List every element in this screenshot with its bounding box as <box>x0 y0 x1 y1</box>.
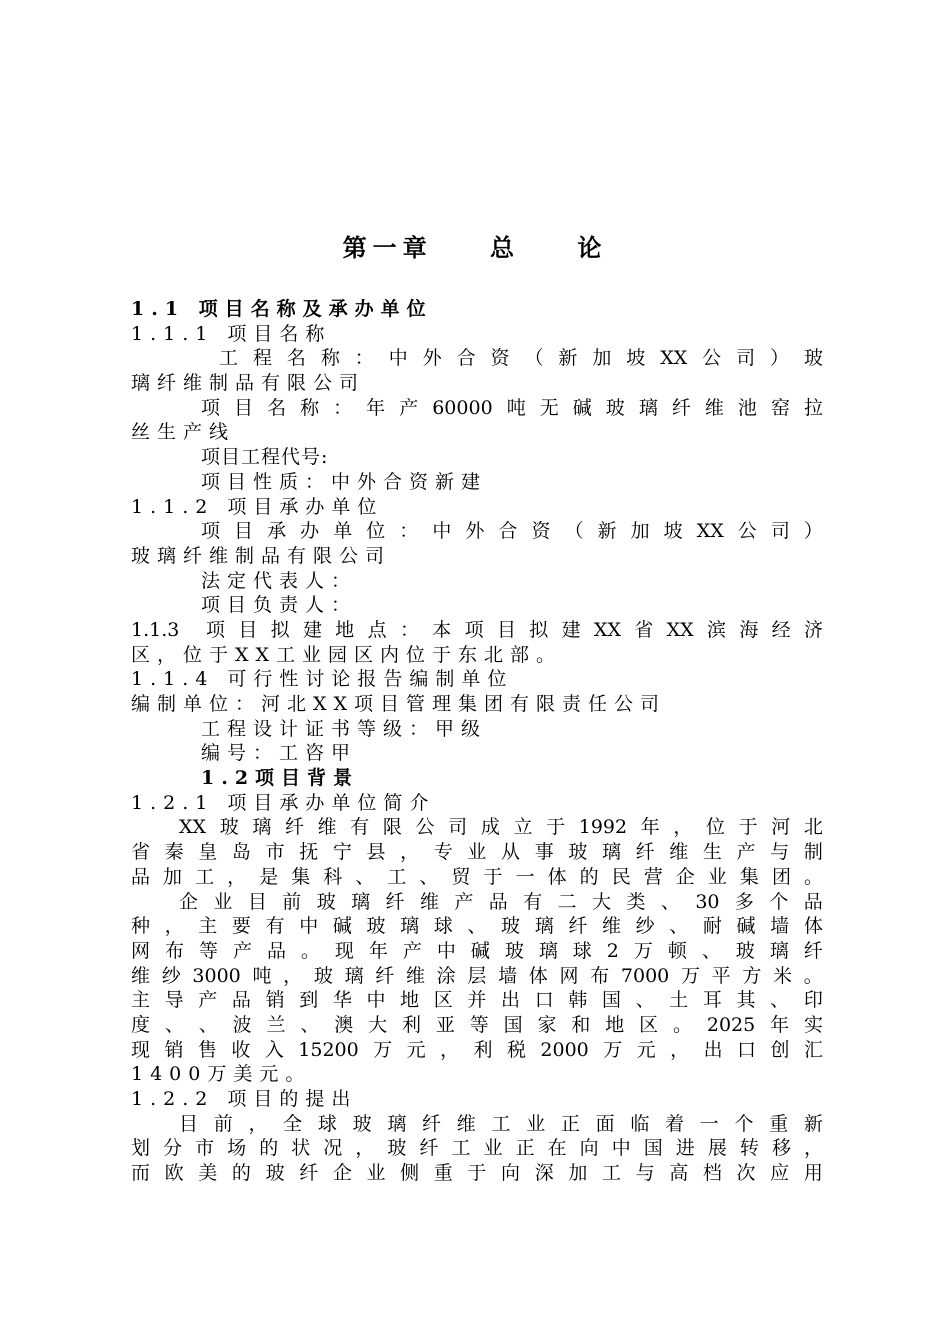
text-line: 1.1.4 可行性讨论报告编制单位 <box>131 668 514 691</box>
text-line: 丝生产线 <box>131 421 236 444</box>
text-line: 法定代表人： <box>201 569 358 592</box>
chapter-title: 第一章 总 论 <box>342 233 608 262</box>
text-line: 主 导 产 品 销 到 华 中 地 区 并 出 口 韩 国 、 土 耳 其 、 印 <box>131 989 823 1012</box>
text-line: 项目工程代号: <box>201 446 329 469</box>
text-line: 编号：工咨甲 <box>201 742 358 765</box>
text-line: XX 玻 璃 纤 维 有 限 公 司 成 立 于 1992 年 ， 位 于 河 北 <box>179 816 823 839</box>
text-line: 1.1.1 项目名称 <box>131 322 332 345</box>
text-line: 度 、 、 波 兰 、 澳 大 利 亚 等 国 家 和 地 区 。 2025 年 实 <box>131 1013 823 1036</box>
text-line: 1.2项目背景 <box>201 767 360 790</box>
text-line: 1400万美元。 <box>131 1063 312 1086</box>
text-line: 项 目 名 称 ： 年 产 60000 吨 无 碱 玻 璃 纤 维 池 窑 拉 <box>201 396 823 419</box>
text-line: 璃纤维制品有限公司 <box>131 372 366 395</box>
text-line: 维 纱 3000 吨 ， 玻 璃 纤 维 涂 层 墙 体 网 布 7000 万 平 方 米 。 <box>131 964 823 987</box>
text-line: 1.2.2 项目的提出 <box>131 1088 358 1110</box>
text-line: 项 目 承 办 单 位 ： 中 外 合 资 （ 新 加 坡 XX 公 司 ） <box>201 520 823 543</box>
text-line: 1.1.2 项目承办单位 <box>131 495 384 518</box>
text-line: 工程设计证书等级：甲级 <box>201 717 488 740</box>
text-line: 区，位于XX工业园区内位于东北部。 <box>131 643 563 666</box>
text-line: 项目负责人： <box>201 594 358 617</box>
text-line: 现 销 售 收 入 15200 万 元 ， 利 税 2000 万 元 ， 出 口 创 汇 <box>131 1038 823 1061</box>
text-line: 省 秦 皇 岛 市 抚 宁 县 ， 专 业 从 事 玻 璃 纤 维 生 产 与 制 <box>131 841 823 864</box>
text-line: 企 业 目 前 玻 璃 纤 维 产 品 有 二 大 类 、 30 多 个 品 <box>179 890 823 913</box>
text-line: 工 程 名 称 ： 中 外 合 资 （ 新 加 坡 XX 公 司 ） 玻 <box>219 347 823 370</box>
text-line: 1.1 项目名称及承办单位 <box>131 298 433 320</box>
text-line: 而 欧 美 的 玻 纤 企 业 侧 重 于 向 深 加 工 与 高 档 次 应 用 <box>131 1162 823 1185</box>
text-line: 1.1.3 项 目 拟 建 地 点 ： 本 项 目 拟 建 XX 省 XX 滨 海 经 济 <box>131 618 823 641</box>
text-line: 品 加 工 ， 是 集 科 、 工 、 贸 于 一 体 的 民 营 企 业 集 团 。 <box>131 865 823 888</box>
text-line: 项目性质：中外合资新建 <box>201 470 488 493</box>
text-line: 1.2.1 项目承办单位简介 <box>131 791 436 814</box>
text-line: 编制单位：河北XX项目管理集团有限责任公司 <box>131 693 667 715</box>
text-line: 网 布 等 产 品 。 现 年 产 中 碱 玻 璃 球 2 万 顿 、 玻 璃 纤 <box>131 939 823 962</box>
text-line: 玻璃纤维制品有限公司 <box>131 544 392 567</box>
text-line: 划 分 市 场 的 状 况 ， 玻 纤 工 业 正 在 向 中 国 进 展 转 移 ， <box>131 1137 823 1160</box>
document-body <box>131 297 823 1186</box>
text-line: 种 ， 主 要 有 中 碱 玻 璃 球 、 玻 璃 纤 维 纱 、 耐 碱 墙 体 <box>131 915 823 938</box>
text-line: 目 前 ， 全 球 玻 璃 纤 维 工 业 正 面 临 着 一 个 重 新 <box>179 1112 823 1135</box>
